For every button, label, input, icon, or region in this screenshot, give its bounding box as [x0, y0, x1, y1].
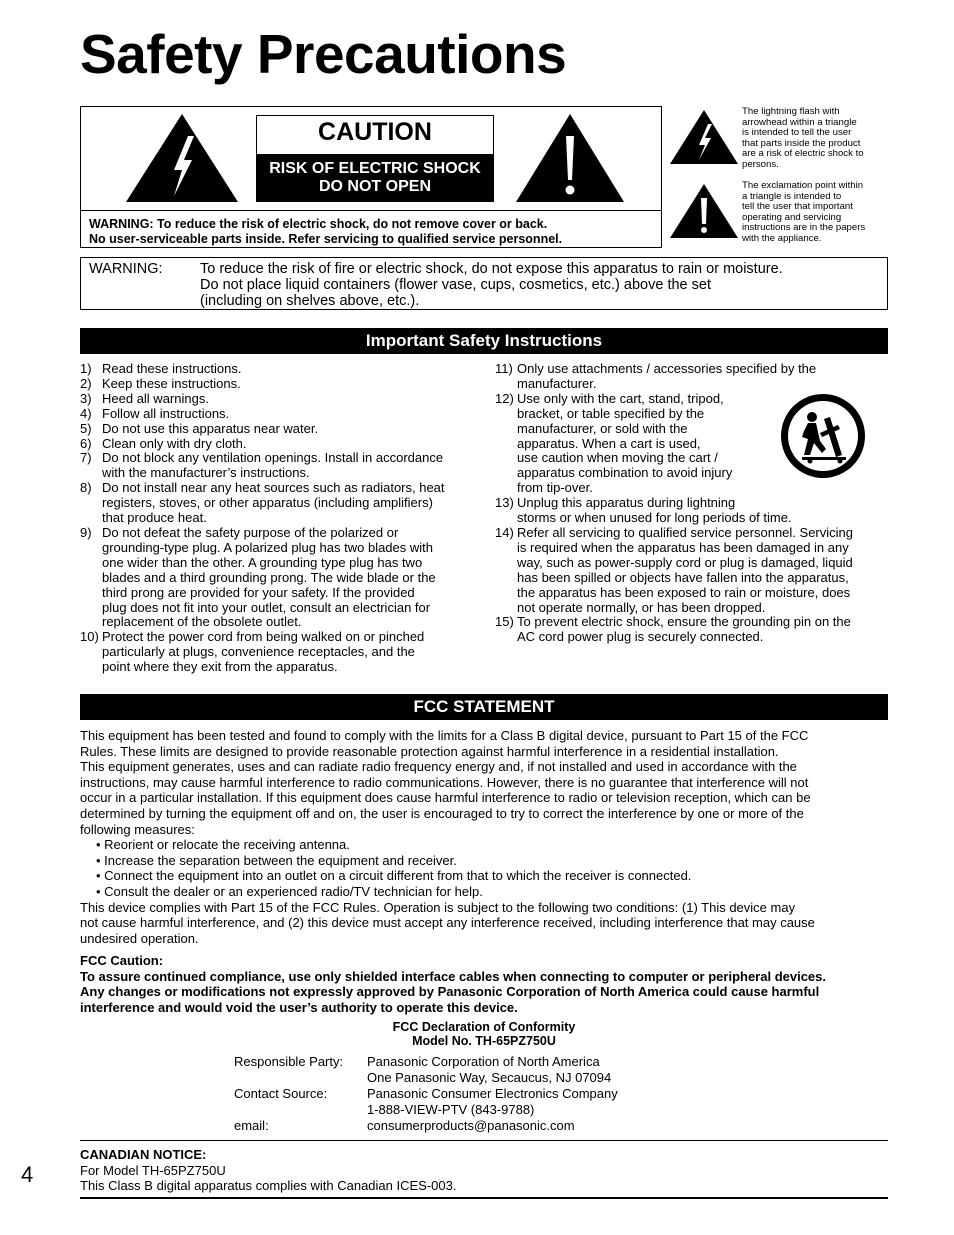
instruction-line: bracket, or table specified by the	[517, 405, 705, 421]
instruction-line: storms or when unused for long periods of time.	[517, 510, 792, 526]
exclamation-note: The exclamation point within a triangle is intended to tell the user that important operating and servicing instructions are in the papers with the appliance.	[742, 180, 866, 244]
caution-word: CAUTION	[318, 118, 432, 146]
instructions-heading: Important Safety Instructions	[80, 328, 888, 354]
instruction-line: Unplug this apparatus during lightning	[517, 495, 736, 511]
instruction-line: replacement of the obsolete outlet.	[102, 614, 302, 630]
instruction-line: Read these instructions.	[102, 361, 242, 376]
fcc-measure: • Connect the equipment into an outlet on a circuit different from that to which the receiver is connected.	[96, 868, 692, 884]
caution-warning-text: WARNING: To reduce the risk of electric shock, do not remove cover or back. No user-serviceable parts inside. Refer servicing to qualified service personnel.	[89, 217, 563, 246]
instruction-line: Protect the power cord from being walked on or pinched	[102, 629, 425, 645]
instruction-line: apparatus. When a cart is used,	[517, 435, 701, 451]
instruction-line: with the manufacturer’s instructions.	[102, 465, 310, 481]
instruction-number: 1)	[80, 361, 92, 376]
instruction-item	[495, 526, 890, 615]
instruction-line: apparatus combination to avoid injury	[517, 465, 733, 481]
instruction-line: plug does not fit into your outlet, consult an electrician for	[102, 599, 431, 615]
instruction-number: 11)	[495, 361, 513, 376]
instruction-line: blades and a third grounding prong. The wide blade or the	[102, 569, 436, 585]
instruction-line: that produce heat.	[102, 510, 207, 526]
instruction-line: Follow all instructions.	[102, 405, 230, 421]
instruction-line: registers, stoves, or other apparatus (including amplifiers)	[102, 495, 433, 511]
instruction-line: Heed all warnings.	[102, 390, 209, 406]
fcc-caution: FCC Caution: To assure continued compliance, use only shielded interface cables when connecting to computer or peripheral devices. Any changes or modifications not expressly approved by Panasonic Corporation of North America could cause harmful interference and would void the user’s authority to operate this device.	[80, 953, 827, 1015]
warning-text: To reduce the risk of fire or electric shock, do not expose this apparatus to rain or moisture. Do not place liquid containers (flower vase, cups, cosmetics, etc.) above the set (including on shelves above, etc.).	[200, 261, 783, 309]
page-number: 4	[21, 1162, 34, 1187]
fcc-measure: • Consult the dealer or an experienced radio/TV technician for help.	[96, 883, 483, 899]
responsible-label: Responsible Party:	[234, 1054, 344, 1069]
instruction-line: Clean only with dry cloth.	[102, 435, 247, 451]
shock-line-2: DO NOT OPEN	[318, 178, 431, 195]
instruction-line: point where they exit from the apparatus.	[102, 659, 338, 675]
instruction-line: To prevent electric shock, ensure the grounding pin on the	[517, 614, 851, 630]
instructions-left-column	[80, 362, 480, 675]
instruction-number: 4)	[80, 405, 92, 421]
divider	[80, 1140, 888, 1141]
instruction-line: Use only with the cart, stand, tripod,	[517, 390, 724, 406]
instruction-line: Do not block any ventilation openings. Install in accordance	[102, 450, 444, 466]
instruction-item	[80, 362, 480, 377]
shock-line-1: RISK OF ELECTRIC SHOCK	[269, 160, 481, 177]
instruction-line: is required when the apparatus has been damaged in any	[517, 539, 849, 555]
instruction-line: Do not defeat the safety purpose of the polarized or	[102, 524, 399, 540]
caution-divider	[80, 210, 662, 211]
lightning-note: The lightning flash with arrowhead within a triangle is intended to tell the user that parts inside the product are a risk of electric shock to persons.	[742, 106, 864, 170]
instruction-line: grounding-type plug. A polarized plug has two blades with	[102, 539, 433, 555]
instruction-line: manufacturer, or sold with the	[517, 420, 688, 436]
instruction-line: Only use attachments / accessories specified by the	[517, 361, 817, 376]
instruction-number: 10)	[80, 629, 99, 645]
lightning-triangle-icon	[124, 112, 240, 204]
instruction-line: one wider than the other. A grounding type plug has two	[102, 554, 423, 570]
instruction-item	[80, 407, 480, 422]
instruction-number: 7)	[80, 450, 92, 466]
instruction-item	[80, 481, 480, 526]
instruction-item	[80, 630, 480, 675]
exclamation-symbol-icon	[668, 182, 740, 240]
instruction-number: 5)	[80, 420, 92, 436]
instruction-number: 6)	[80, 435, 92, 451]
canadian-notice: CANADIAN NOTICE: For Model TH-65PZ750U This Class B digital apparatus complies with Canadian ICES-003.	[80, 1147, 457, 1194]
bottom-rule	[80, 1197, 888, 1199]
responsible-party: Panasonic Corporation of North America One Panasonic Way, Secaucus, NJ 07094	[367, 1054, 612, 1085]
instruction-line: Do not use this apparatus near water.	[102, 420, 319, 436]
instruction-item	[495, 615, 890, 645]
instruction-line: from tip-over.	[517, 480, 593, 496]
instruction-number: 14)	[495, 524, 514, 540]
declaration-title: FCC Declaration of Conformity Model No. TH-65PZ750U	[392, 1020, 576, 1048]
instruction-line: has been spilled or objects have fallen into the apparatus,	[517, 569, 849, 585]
instruction-line: third prong are provided for your safety. If the provided	[102, 584, 415, 600]
instruction-line: Keep these instructions.	[102, 375, 241, 391]
instruction-line: Refer all servicing to qualified service personnel. Servicing	[517, 524, 853, 540]
instruction-line: use caution when moving the cart /	[517, 450, 718, 466]
instruction-item	[80, 392, 480, 407]
instruction-line: not operate normally, or has been dropped.	[517, 599, 766, 615]
instruction-item	[80, 422, 480, 437]
warning-label: WARNING:	[89, 261, 163, 277]
shock-warning-label	[257, 154, 493, 201]
instruction-item	[495, 362, 890, 392]
instruction-number: 9)	[80, 524, 92, 540]
instruction-line: the apparatus has been exposed to rain or moisture, does	[517, 584, 851, 600]
fcc-measure: • Reorient or relocate the receiving antenna.	[96, 837, 350, 853]
instruction-number: 15)	[495, 614, 514, 630]
instruction-item	[80, 526, 480, 630]
cart-tipover-icon	[780, 393, 866, 479]
fcc-heading: FCC STATEMENT	[80, 694, 888, 720]
fcc-measure: • Increase the separation between the equipment and receiver.	[96, 852, 457, 868]
instruction-item	[80, 377, 480, 392]
instruction-number: 2)	[80, 375, 92, 391]
instruction-line: way, such as power-supply cord or plug is damaged, liquid	[517, 554, 853, 570]
instruction-number: 12)	[495, 390, 514, 406]
email-address: consumerproducts@panasonic.com	[367, 1118, 575, 1133]
fcc-statement: This equipment has been tested and found to comply with the limits for a Class B digital device, pursuant to Part 15 of the FCC Rules. These limits are designed to provide reasonable protection against harmful interference in a residential installation. This equipment generates, uses and can radiate radio frequency energy and, if not installed and used in accordance with the instructions, may cause harmful interference to radio communications. However, there is no guarantee that interference will not occur in a particular installation. If this equipment does cause harmful interference to radio or television reception, which can be determined by turning the equipment off and on, the user is encouraged to try to correct the interference by one or more of the following measures: • Reorient or relocate the receiving antenna. • Increase the separation between the equipment and receiver. • Connect the equipment into an outlet on a circuit different from that to which the receiver is connected. • Consult the dealer or an experienced radio/TV technician for help. This device complies with Part 15 of the FCC Rules. Operation is subject to the following two conditions: (1) This device may not cause harmful interference, and (2) this device must accept any interference received, including interference that may cause undesired operation.	[80, 728, 888, 946]
instruction-item	[80, 437, 480, 452]
instruction-number: 13)	[495, 495, 514, 511]
contact-label: Contact Source:	[234, 1086, 328, 1101]
instruction-item	[495, 496, 890, 526]
exclamation-triangle-icon	[514, 112, 626, 204]
instruction-line: particularly at plugs, convenience receptacles, and the	[102, 644, 415, 660]
lightning-symbol-icon	[668, 108, 740, 166]
page-title: Safety Precautions	[80, 23, 567, 85]
instruction-line: AC cord power plug is securely connected.	[517, 629, 764, 645]
instruction-item	[80, 451, 480, 481]
email-label: email:	[234, 1118, 269, 1133]
instruction-line: Do not install near any heat sources such as radiators, heat	[102, 480, 445, 496]
instruction-line: manufacturer.	[517, 375, 597, 391]
instruction-number: 3)	[80, 390, 92, 406]
contact-source: Panasonic Consumer Electronics Company 1-888-VIEW-PTV (843-9788)	[367, 1086, 618, 1117]
instruction-number: 8)	[80, 480, 92, 496]
